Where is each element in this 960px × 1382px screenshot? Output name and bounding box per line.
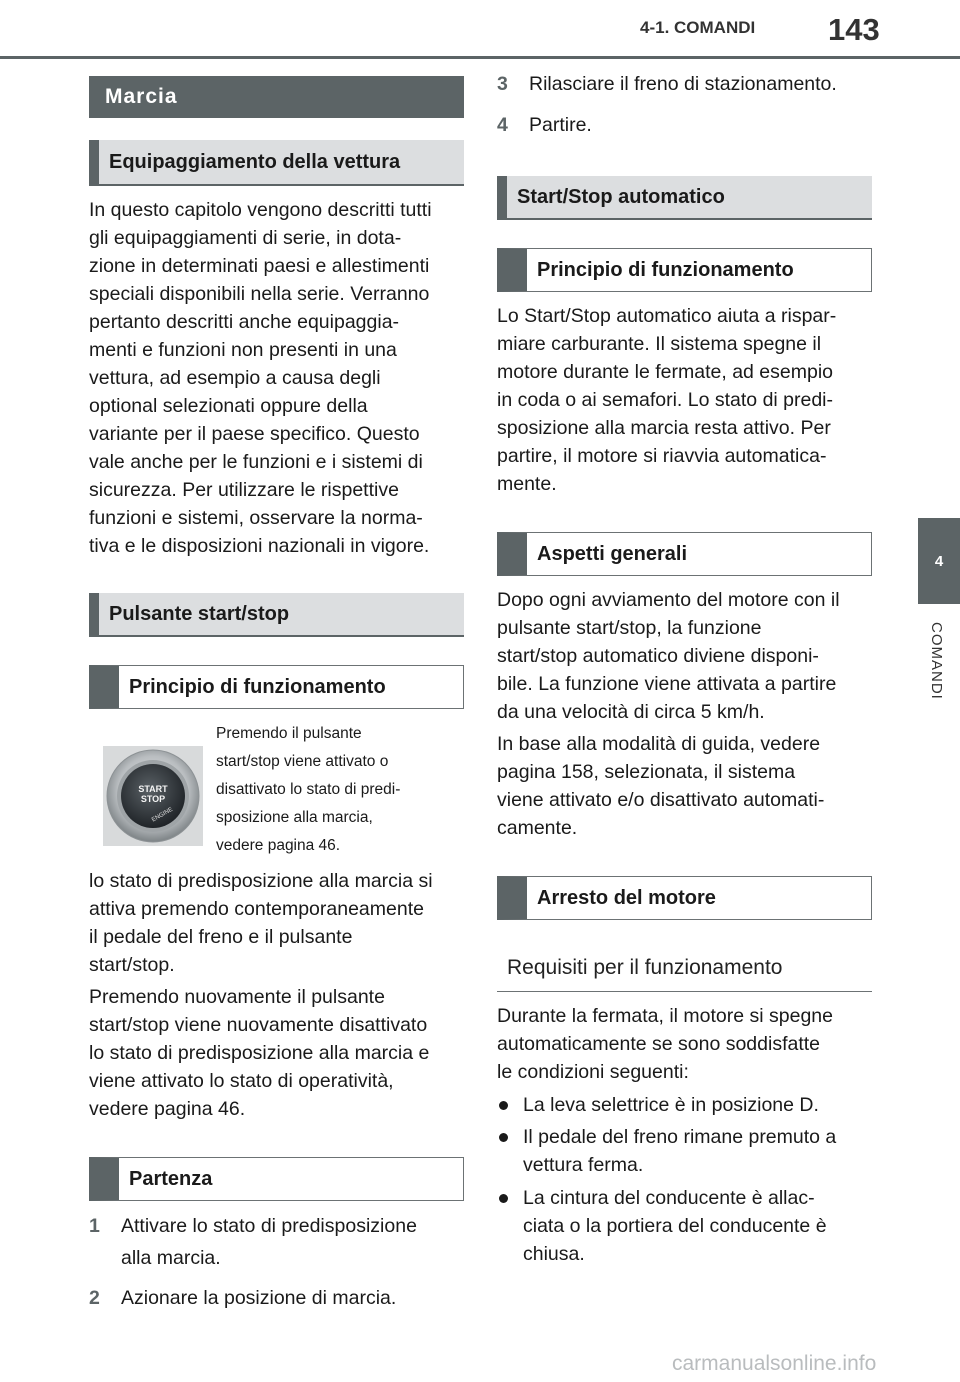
- svg-text:ENGINE: ENGINE: [151, 806, 174, 824]
- condition-item: Il pedale del freno rimane premuto a vettura ferma.: [497, 1123, 836, 1179]
- step-3: 3 Rilasciare il freno di stazionamento.: [497, 73, 837, 95]
- heading-arresto: Arresto del motore: [497, 876, 872, 920]
- section-title: 4-1. COMANDI: [640, 18, 756, 37]
- heading-equipaggiamento: Equipaggiamento della vettura: [89, 140, 464, 186]
- heading-requisiti: Requisiti per il funzionamento: [497, 944, 872, 992]
- bullet-icon: [499, 1133, 508, 1142]
- chapter-tab[interactable]: 4: [918, 518, 960, 604]
- bullet-icon: [499, 1101, 508, 1110]
- watermark: carmanualsonline.info: [672, 1352, 877, 1375]
- chapter-tab-label: COMANDI: [928, 622, 945, 700]
- principio-text: Lo Start/Stop automatico aiuta a rispar- miare carburante. Il sistema spegne il motore durante le fermate, ad esempio in coda o ai semafori. Lo stato di predi- sposizione alla marcia resta attivo. Per partire, il motore si riavvia automatica- mente.: [497, 305, 837, 495]
- header-rule: [0, 56, 960, 59]
- start-stop-button-image: [103, 746, 203, 846]
- step-1: 1 Attivare lo stato di predisposizione alla marcia.: [89, 1215, 417, 1269]
- heading-pulsante: Pulsante start/stop: [89, 593, 464, 637]
- condition-item: La leva selettrice è in posizione D.: [497, 1091, 819, 1119]
- aspetti-text-2: In base alla modalità di guida, vedere pagina 158, selezionata, il sistema viene attivato e/o disattivato automati- camente.: [497, 733, 825, 839]
- heading-principio-right: Principio di funzionamento: [497, 248, 872, 292]
- start-stop-button-icon: [103, 746, 203, 846]
- step-4: 4 Partire.: [497, 114, 592, 136]
- condition-item: La cintura del conducente è allac- ciata o la portiera del conducente è chiusa.: [497, 1184, 827, 1268]
- heading-principio-left: Principio di funzionamento: [89, 665, 464, 709]
- heading-partenza: Partenza: [89, 1157, 464, 1201]
- page-number: 143: [828, 12, 880, 47]
- paragraph-deactivation: Premendo nuovamente il pulsante start/stop viene nuovamente disattivato lo stato di predisposizione alla marcia e viene attivato lo stato di operatività, vedere pagina 46.: [89, 986, 430, 1120]
- equipaggiamento-text: In questo capitolo vengono descritti tutti gli equipaggiamenti di serie, in dota- zione in determinati paesi e allestimenti speciali disponibili nella serie. Verranno pertanto descritti anche equipaggia- menti e funzioni non presenti in una vettura, ad esempio a causa degli optional selezionati oppure della variante per il paese specifico. Questo vale anche per le funzioni e i sistemi di sicurezza. Per utilizzare le rispettive funzioni e sistemi, osservare la norma- tiva e le disposizioni nazionali in vigore.: [89, 199, 432, 557]
- paragraph-activation: lo stato di predisposizione alla marcia si attiva premendo contemporaneamente il pedale del freno e il pulsante start/stop.: [89, 870, 433, 976]
- heading-aspetti: Aspetti generali: [497, 532, 872, 576]
- svg-text:STOP: STOP: [140, 794, 166, 804]
- requisiti-text: Durante la fermata, il motore si spegne automaticamente se sono soddisfatte le condizioni seguenti:: [497, 1005, 833, 1083]
- heading-marcia: Marcia: [89, 76, 464, 118]
- heading-startstop: Start/Stop automatico: [497, 176, 872, 220]
- step-2: 2 Azionare la posizione di marcia.: [89, 1287, 397, 1309]
- button-caption: Premendo il pulsante start/stop viene attivato o disattivato lo stato di predi- sposizione alla marcia, vedere pagina 46.: [216, 725, 401, 854]
- aspetti-text-1: Dopo ogni avviamento del motore con il pulsante start/stop, la funzione start/stop automatico diviene disponi- bile. La funzione viene attivata a partire da una velocità di circa 5 km/h.: [497, 589, 840, 723]
- bullet-icon: [499, 1194, 508, 1203]
- svg-text:START: START: [138, 784, 168, 794]
